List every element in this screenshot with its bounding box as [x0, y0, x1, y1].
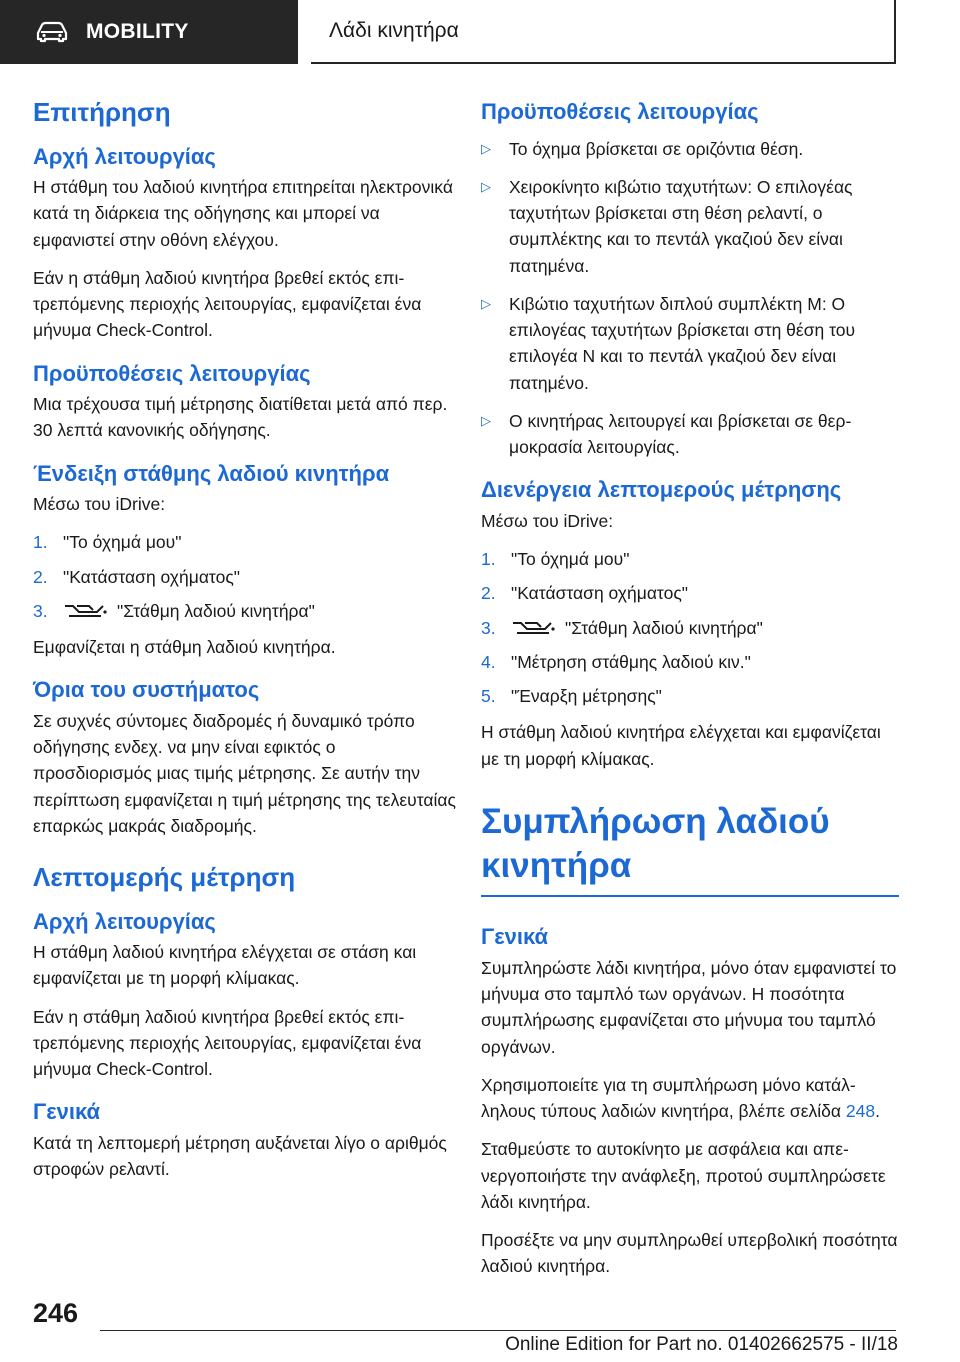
list-item [481, 291, 899, 396]
step-number: 3. [481, 617, 496, 638]
car-status-icon [63, 602, 107, 620]
right-column [481, 92, 899, 1292]
subheading-general: Γενικά [481, 924, 549, 950]
section-title: Λάδι κινητήρα [311, 0, 896, 64]
subheading-principle: Αρχή λειτουργίας [33, 908, 216, 934]
step-item [481, 683, 899, 709]
car-icon [34, 21, 70, 43]
step-number: 1. [481, 549, 496, 569]
list-item [481, 408, 899, 461]
triangle-bullet-icon: ▷ [481, 178, 491, 194]
subheading-prerequisites: Προϋποθέσεις λειτουργίας [33, 360, 311, 386]
heading-refill-oil: Συμπλήρωση λαδιού κινητήρα [481, 800, 899, 898]
paragraph: Σε συχνές σύντομες διαδρομές ή δυναμικό τρόπο οδήγησης ενδεχ. να μην είναι εφικτός ο προσδιορισμός μιας τιμής μέτρησης. Σε αυτήν την περίπτωση εμφανίζεται η τιμή μέτρησης της τελευταίας επαρκώς μακράς διαδρομής. [33, 710, 456, 836]
paragraph: Μια τρέχουσα τιμή μέτρησης διατίθεται μετά από περ. 30 λεπτά κανονικής οδήγησης. [33, 394, 448, 441]
paragraph-end: . [875, 1101, 880, 1121]
step-text: "Κατάσταση οχήματος" [511, 583, 688, 604]
step-item [33, 564, 458, 590]
footer-divider [100, 1330, 896, 1331]
list-item [481, 174, 899, 279]
step-item [481, 580, 899, 606]
step-list [481, 546, 899, 709]
step-item [33, 598, 458, 624]
subheading-principle: Αρχή λειτουργίας [33, 143, 216, 169]
page-reference-link[interactable]: 248 [845, 1101, 876, 1121]
page-number: 246 [33, 1298, 79, 1328]
step-text: "Το όχημά μου" [511, 549, 630, 569]
step-item [33, 529, 458, 555]
paragraph: Μέσω του iDrive: [481, 510, 614, 531]
list-item-text: Χειροκίνητο κιβώτιο ταχυτήτων: Ο επιλογέας ταχυτήτων βρίσκεται στη θέση ρελαντί, ο συμπλέκτης και το πεντάλ γκαζιού δεν είναι πατημένα. [509, 176, 853, 276]
step-item [481, 649, 899, 675]
step-text: "Κατάσταση οχήματος" [63, 566, 240, 587]
triangle-bullet-icon: ▷ [481, 295, 491, 311]
subheading-prerequisites: Προϋποθέσεις λειτουργίας [481, 99, 759, 124]
step-item [481, 546, 899, 572]
step-number: 2. [33, 566, 48, 587]
car-status-icon [511, 619, 555, 637]
step-text: "Το όχημά μου" [63, 532, 182, 553]
paragraph: Εάν η στάθμη λαδιού κινητήρα βρεθεί εκτός επιτρεπόμενης περιοχής λειτουργίας, εμφανίζεται ένα μήνυμα Check-Control. [33, 267, 422, 341]
paragraph: Προσέξτε να μην συμπληρωθεί υπερβολική ποσότητα λαδιού κινητήρα. [481, 1230, 898, 1277]
step-number: 2. [481, 583, 496, 604]
list-item-text: Ο κινητήρας λειτουργεί και βρίσκεται σε θερμοκρασία λειτουργίας. [509, 410, 852, 457]
list-item-text: Το όχημα βρίσκεται σε οριζόντια θέση. [509, 138, 804, 159]
paragraph: Εάν η στάθμη λαδιού κινητήρα βρεθεί εκτός επιτρεπόμενης περιοχής λειτουργίας, εμφανίζεται ένα μήνυμα Check-Control. [33, 1006, 422, 1079]
paragraph: Εμφανίζεται η στάθμη λαδιού κινητήρα. [33, 637, 336, 657]
step-item [481, 615, 899, 641]
paragraph-text: Χρησιμοποιείτε για τη συμπλήρωση μόνο κατάλληλους τύπους λαδιών κινητήρα, βλέπε σελίδα [481, 1074, 856, 1121]
step-text: "Στάθμη λαδιού κινητήρα" [565, 617, 763, 638]
chapter-tab[interactable] [0, 0, 298, 64]
step-number: 3. [33, 600, 48, 621]
triangle-bullet-icon: ▷ [481, 140, 491, 156]
list-item [481, 136, 899, 162]
subheading-perform-measurement: Διενέργεια λεπτομερούς μέτρησης [481, 477, 842, 503]
list-item-text: Κιβώτιο ταχυτήτων διπλού συμπλέκτη M: Ο επιλογέας ταχυτήτων βρίσκεται στη θέση του επιλογέα N και το πεντάλ γκαζιού δεν είναι πατημένο. [509, 293, 856, 393]
heading-detailed-measurement: Λεπτομερής μέτρηση [33, 862, 296, 892]
paragraph: Η στάθμη του λαδιού κινητήρα επιτηρείται ηλεκτρονικά κατά τη διάρκεια της οδήγησης και μπορεί να εμφανιστεί στην οθόνη ελέγχου. [33, 177, 453, 250]
chapter-tab-label: MOBILITY [86, 20, 189, 43]
step-text: "Έναρξη μέτρησης" [511, 686, 662, 706]
step-text: "Στάθμη λαδιού κινητήρα" [117, 600, 315, 621]
paragraph-with-link [481, 1072, 899, 1125]
step-list [33, 529, 458, 624]
paragraph: Σταθμεύστε το αυτοκίνητο με ασφάλεια και απενεργοποιήστε την ανάφλεξη, προτού συμπληρώσετε λάδι κινητήρα. [481, 1139, 886, 1212]
step-number: 1. [33, 532, 48, 553]
paragraph: Συμπληρώστε λάδι κινητήρα, μόνο όταν εμφανιστεί το μήνυμα στο ταμπλό των οργάνων. Η ποσότητα συμπλήρωσης εμφανίζεται στο μήνυμα του ταμπλό οργάνων. [481, 957, 897, 1057]
step-number: 4. [481, 651, 496, 672]
paragraph: Η στάθμη λαδιού κινητήρα ελέγχεται σε στάση και εμφανίζεται με τη μορφή κλίμακας. [33, 942, 417, 989]
subheading-system-limits: Όρια του συστήματος [33, 677, 260, 703]
paragraph: Μέσω του iDrive: [33, 494, 166, 514]
prerequisite-list [481, 136, 899, 461]
paragraph: Κατά τη λεπτομερή μέτρηση αυξάνεται λίγο ο αριθμός στροφών ρελαντί. [33, 1132, 447, 1179]
subheading-oil-level-display: Ένδειξη στάθμης λαδιού κινητήρα [33, 460, 390, 486]
edition-footer: Online Edition for Part no. 01402662575 - II/18 [505, 1334, 898, 1355]
step-text: "Μέτρηση στάθμης λαδιού κιν." [511, 651, 751, 672]
left-column [33, 92, 458, 1194]
step-number: 5. [481, 686, 496, 706]
heading-monitoring: Επιτήρηση [33, 97, 171, 127]
subheading-general: Γενικά [33, 1099, 101, 1125]
paragraph: Η στάθμη λαδιού κινητήρα ελέγχεται και εμφανίζεται με τη μορφή κλίμακας. [481, 722, 881, 769]
triangle-bullet-icon: ▷ [481, 412, 491, 428]
